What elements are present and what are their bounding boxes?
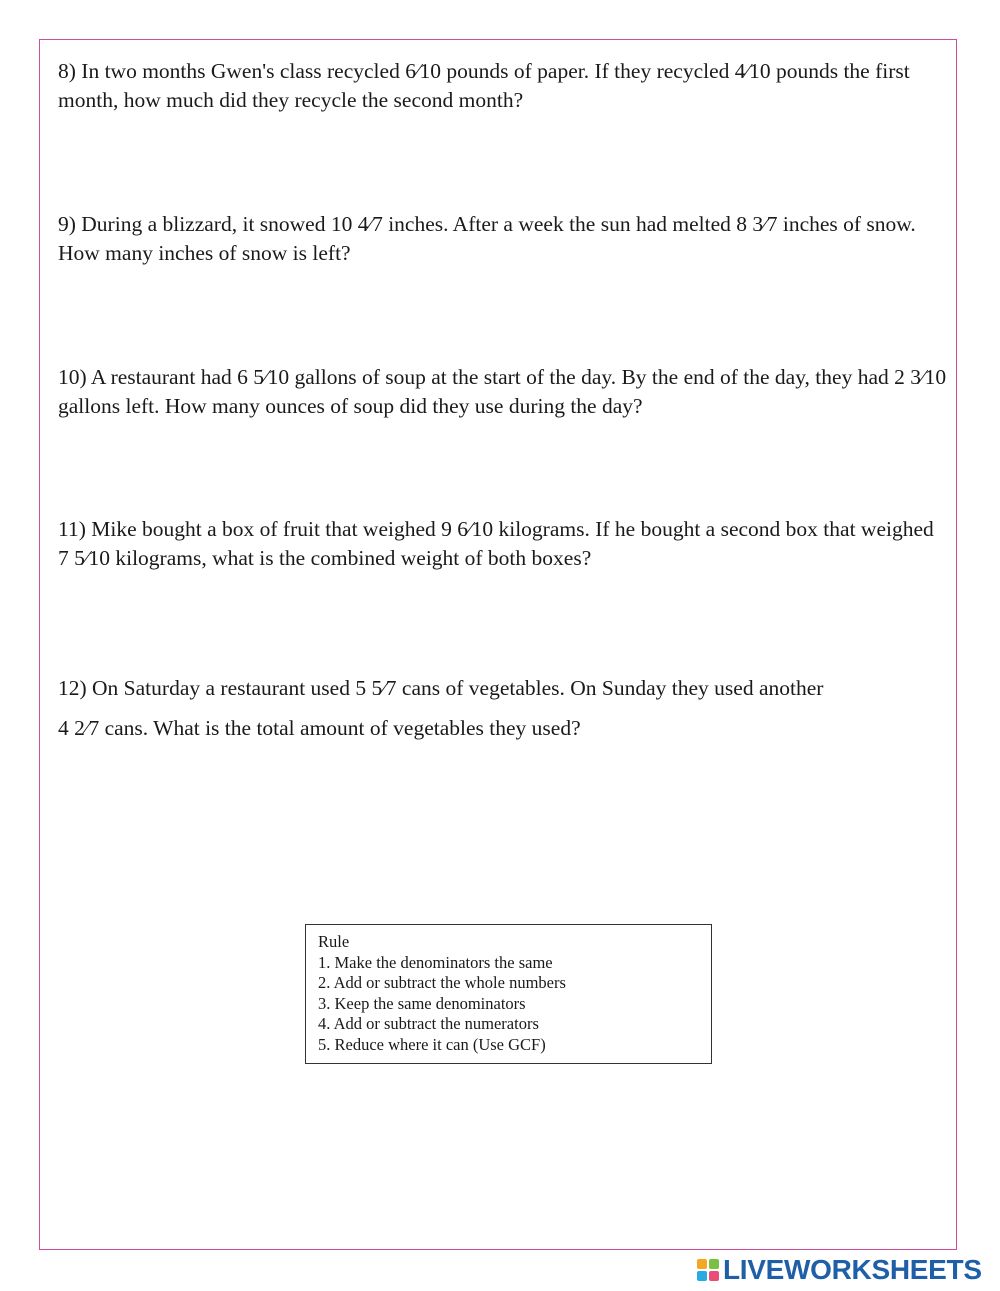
liveworksheets-logo-icon: [697, 1259, 719, 1281]
question-12-line-1: 12) On Saturday a restaurant used 5 5⁄7 cans of vegetables. On Sunday they used another: [58, 676, 824, 700]
brand-name: LIVEWORKSHEETS: [723, 1254, 982, 1285]
rule-step: 1. Make the denominators the same: [318, 952, 553, 972]
question-9: 9) During a blizzard, it snowed 10 4⁄7 inches. After a week the sun had melted 8 3⁄7 inches of snow. How many inches of snow is left?: [58, 212, 916, 265]
rule-title: Rule: [318, 932, 350, 951]
question-10: 10) A restaurant had 6 5⁄10 gallons of soup at the start of the day. By the end of the day, they had 2 3⁄10 gallons left. How many ounces of soup did they use during the day?: [58, 365, 947, 418]
rule-step: 4. Add or subtract the numerators: [318, 1014, 539, 1034]
question-11: 11) Mike bought a box of fruit that weighed 9 6⁄10 kilograms. If he bought a second box that weighed 7 5⁄10 kilograms, what is the combined weight of both boxes?: [58, 517, 934, 570]
question-8: 8) In two months Gwen's class recycled 6⁄10 pounds of paper. If they recycled 4⁄10 pounds the first month, how much did they recycle the second month?: [58, 59, 910, 112]
question-12: [58, 668, 948, 748]
logo-square-4: [709, 1271, 719, 1281]
rule-step: 5. Reduce where it can (Use GCF): [318, 1034, 546, 1054]
rule-step: 2. Add or subtract the whole numbers: [318, 973, 566, 993]
rule-step: 3. Keep the same denominators: [318, 993, 526, 1013]
logo-square-1: [697, 1259, 707, 1269]
liveworksheets-brand: [697, 1256, 982, 1284]
rule-box: [305, 924, 712, 1064]
logo-square-3: [697, 1271, 707, 1281]
logo-square-2: [709, 1259, 719, 1269]
question-12-line-2: 4 2⁄7 cans. What is the total amount of vegetables they used?: [58, 716, 581, 740]
